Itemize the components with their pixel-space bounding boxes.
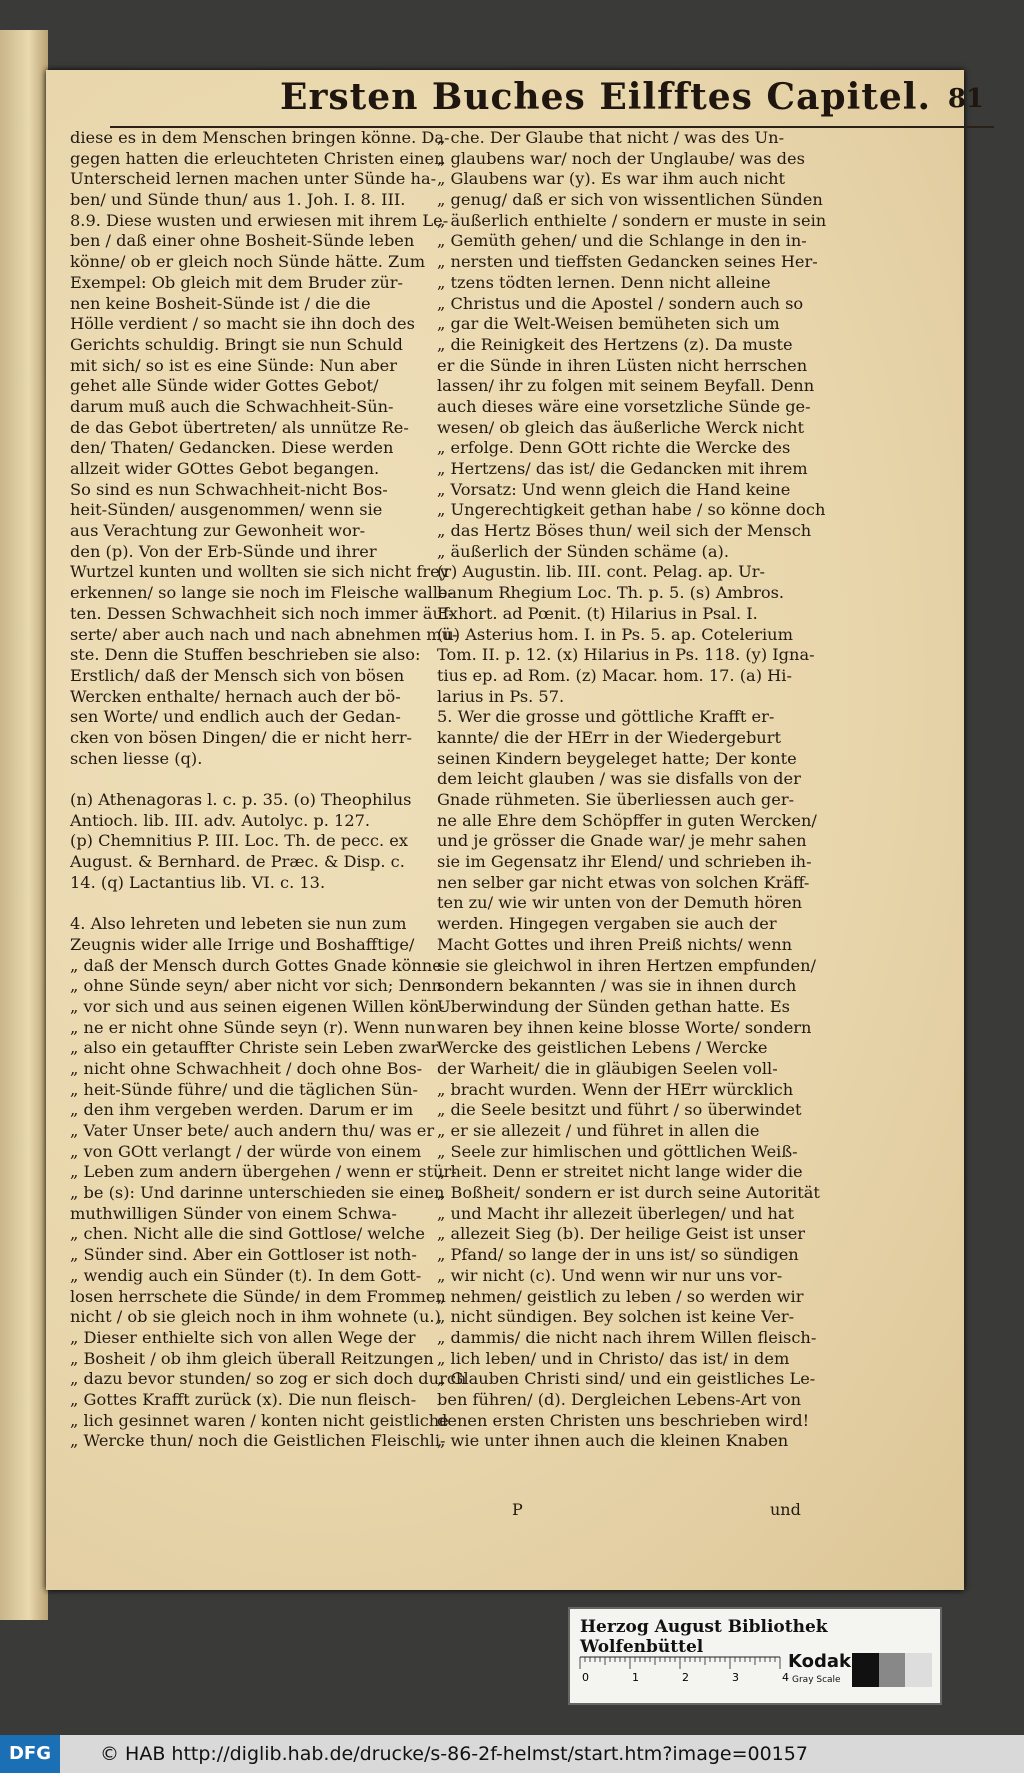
text-line: muthwilligen Sünder von einem Schwa- bbox=[70, 1203, 397, 1223]
text-column-right bbox=[437, 128, 827, 1452]
text-line: kannte/ die der HErr in der Wiedergeburt bbox=[437, 727, 781, 747]
text-line: Wercke des geistlichen Lebens / Wercke bbox=[437, 1038, 768, 1058]
text-line: „ chen. Nicht alle die sind Gottlose/ welche bbox=[70, 1224, 425, 1244]
ruler-number: 1 bbox=[632, 1671, 639, 1684]
text-line: de das Gebot übertreten/ als unnütze Re- bbox=[70, 417, 409, 437]
text-line: diese es in dem Menschen bringen könne. Da- bbox=[70, 128, 450, 147]
text-line: „ nersten und tieffsten Gedancken seines Her- bbox=[437, 252, 818, 272]
text-line: „ nicht sündigen. Bey solchen ist keine Ver- bbox=[437, 1307, 795, 1327]
gray-scale-label: Gray Scale bbox=[792, 1675, 841, 1685]
scale-ruler bbox=[580, 1653, 789, 1684]
text-line: Erstlich/ daß der Mensch sich von bösen bbox=[70, 665, 405, 685]
text-line: den (p). Von der Erb-Sünde und ihrer bbox=[70, 541, 377, 561]
text-line: mit sich/ so ist es eine Sünde: Nun aber bbox=[70, 355, 397, 375]
text-line: „ also ein getauffter Christe sein Leben zwar bbox=[70, 1038, 439, 1058]
left-page-edge bbox=[0, 30, 48, 1620]
text-line: den/ Thaten/ Gedancken. Diese werden bbox=[70, 438, 394, 458]
text-line: „ Sünder sind. Aber ein Gottloser ist noth- bbox=[70, 1245, 417, 1265]
text-line: Gerichts schuldig. Bringt sie nun Schuld bbox=[70, 334, 403, 354]
text-line: lassen/ ihr zu folgen mit seinem Beyfall. Denn bbox=[437, 376, 815, 396]
text-line: „ Gottes Krafft zurück (x). Die nun fleisch- bbox=[70, 1389, 417, 1409]
text-line: erkennen/ so lange sie noch im Fleische walle- bbox=[70, 583, 453, 603]
text-line: ben / daß einer ohne Bosheit-Sünde leben bbox=[70, 231, 415, 251]
text-line: sie im Gegensatz ihr Elend/ und schrieben ih- bbox=[437, 852, 812, 872]
text-line: ben/ und Sünde thun/ aus 1. Joh. I. 8. III. bbox=[70, 190, 406, 210]
library-name: Herzog August Bibliothek Wolfenbüttel bbox=[580, 1617, 828, 1657]
gray-swatches bbox=[852, 1653, 932, 1687]
kodak-brand: Kodak bbox=[788, 1651, 851, 1672]
text-line: darum muß auch die Schwachheit-Sün- bbox=[70, 396, 394, 416]
page-number: 81 bbox=[947, 84, 984, 114]
text-line: „ daß der Mensch durch Gottes Gnade könne bbox=[70, 955, 442, 975]
text-line: „ Wercke thun/ noch die Geistlichen Fleischli- bbox=[70, 1431, 446, 1451]
text-line: „ er sie allezeit / und führet in allen die bbox=[437, 1121, 760, 1140]
text-line: „ Pfand/ so lange der in uns ist/ so sündigen bbox=[437, 1245, 799, 1265]
text-line: ten. Dessen Schwachheit sich noch immer äuf- bbox=[70, 603, 454, 623]
text-line: ste. Denn die Stuffen beschrieben sie also: bbox=[70, 645, 421, 665]
text-line: allzeit wider GOttes Gebot begangen. bbox=[70, 459, 380, 478]
text-line: (n) Athenagoras l. c. p. 35. (o) Theophilus bbox=[70, 790, 412, 809]
text-column-left bbox=[70, 128, 467, 1452]
text-line: nen keine Bosheit-Sünde ist / die die bbox=[70, 293, 371, 313]
text-line: „ wendig auch ein Sünder (t). In dem Gott- bbox=[70, 1265, 422, 1285]
text-line: August. & Bernhard. de Præc. & Disp. c. bbox=[70, 852, 405, 872]
copyright-link[interactable]: © HAB http://diglib.hab.de/drucke/s-86-2f-helmst/start.htm?image=00157 bbox=[100, 1743, 808, 1765]
text-line: „ be (s): Und darinne unterschieden sie einen bbox=[70, 1183, 445, 1203]
text-line: werden. Hingegen vergaben sie auch der bbox=[437, 914, 777, 934]
text-line: tius ep. ad Rom. (z) Macar. hom. 17. (a) Hi- bbox=[437, 665, 792, 685]
text-line: „ Vater Unser bete/ auch andern thu/ was er bbox=[70, 1121, 435, 1140]
text-line: denen ersten Christen uns beschrieben wird! bbox=[437, 1410, 810, 1430]
text-line: „ ne er nicht ohne Sünde seyn (r). Wenn nun bbox=[70, 1017, 436, 1037]
text-line: „ gar die Welt-Weisen bemüheten sich um bbox=[437, 314, 780, 334]
text-line: Tom. II. p. 12. (x) Hilarius in Ps. 118. (y) Igna- bbox=[437, 645, 815, 665]
text-line: gehet alle Sünde wider Gottes Gebot/ bbox=[70, 376, 379, 396]
text-line: Hölle verdient / so macht sie ihn doch des bbox=[70, 314, 415, 334]
text-line: gegen hatten die erleuchteten Christen einen bbox=[70, 148, 445, 168]
text-line: ben führen/ (d). Dergleichen Lebens-Art von bbox=[437, 1389, 802, 1409]
text-line: „ äußerlich der Sünden schäme (a). bbox=[437, 541, 729, 561]
text-line: „ dazu bevor stunden/ so zog er sich doch durch bbox=[70, 1369, 467, 1389]
text-line: „ die Reinigkeit des Hertzens (z). Da muste bbox=[437, 334, 793, 354]
ruler-number: 3 bbox=[732, 1671, 739, 1684]
text-line: ne alle Ehre dem Schöpffer in guten Wercken/ bbox=[437, 810, 817, 830]
text-line: sie sie gleichwol in ihren Hertzen empfunden/ bbox=[437, 955, 816, 975]
text-line: „ Boßheit/ sondern er ist durch seine Autorität bbox=[437, 1183, 820, 1203]
text-line: Wercken enthalte/ hernach auch der bö- bbox=[70, 686, 401, 706]
text-line: könne/ ob er gleich noch Sünde hätte. Zum bbox=[70, 252, 426, 272]
text-line: (r) Augustin. lib. III. cont. Pelag. ap. Ur- bbox=[437, 562, 766, 582]
text-line: „ bracht wurden. Wenn der HErr würcklich bbox=[437, 1079, 794, 1099]
text-line: 14. (q) Lactantius lib. VI. c. 13. bbox=[70, 872, 326, 892]
text-line: „ Bosheit / ob ihm gleich überall Reitzungen bbox=[70, 1348, 434, 1368]
text-line: Unterscheid lernen machen unter Sünde ha- bbox=[70, 169, 437, 189]
text-line: „ vor sich und aus seinen eigenen Willen kön- bbox=[70, 996, 445, 1016]
text-line: 4. Also lehreten und lebeten sie nun zum bbox=[70, 914, 407, 934]
text-line: auch dieses wäre eine vorsetzliche Sünde ge- bbox=[437, 396, 811, 416]
text-line: „ die Seele besitzt und führt / so überwindet bbox=[437, 1100, 802, 1120]
dfg-logo: DFG bbox=[0, 1735, 60, 1773]
text-line: „ che. Der Glaube that nicht / was des Un- bbox=[437, 128, 785, 147]
text-line: Exhort. ad Pœnit. (t) Hilarius in Psal. I. bbox=[437, 603, 758, 623]
text-line: der Warheit/ die in gläubigen Seelen voll- bbox=[437, 1058, 778, 1078]
text-line: „ heit-Sünde führe/ und die täglichen Sün- bbox=[70, 1079, 419, 1099]
text-line: aus Verachtung zur Gewonheit wor- bbox=[70, 521, 366, 541]
text-line: Wurtzel kunten und wollten sie sich nicht frey bbox=[70, 562, 449, 582]
text-line: nicht / ob sie gleich noch in ihm wohnete (u.) bbox=[70, 1307, 441, 1327]
text-line: „ lich leben/ und in Christo/ das ist/ in dem bbox=[437, 1348, 790, 1368]
text-line: „ dammis/ die nicht nach ihrem Willen fleisch- bbox=[437, 1327, 817, 1347]
text-line: 8.9. Diese wusten und erwiesen mit ihrem Le- bbox=[70, 210, 449, 230]
text-line: „ allezeit Sieg (b). Der heilige Geist ist unser bbox=[437, 1224, 806, 1244]
viewer-footer bbox=[0, 1735, 1024, 1773]
text-line: „ wie unter ihnen auch die kleinen Knaben bbox=[437, 1431, 789, 1451]
text-line: „ nehmen/ geistlich zu leben / so werden wir bbox=[437, 1286, 804, 1306]
text-line: cken von bösen Dingen/ die er nicht herr- bbox=[70, 727, 413, 747]
text-line: wesen/ ob gleich das äußerliche Werck nicht bbox=[437, 417, 805, 437]
text-line: sen Worte/ und endlich auch der Gedan- bbox=[70, 707, 401, 727]
text-line: Gnade rühmeten. Sie überliessen auch ger- bbox=[437, 790, 795, 809]
ruler-number: 2 bbox=[682, 1671, 689, 1684]
text-line: schen liesse (q). bbox=[70, 748, 203, 768]
text-line: serte/ aber auch nach und nach abnehmen mü- bbox=[70, 624, 458, 644]
text-line: ten zu/ wie wir unten von der Demuth hören bbox=[437, 893, 803, 913]
text-line: nen selber gar nicht etwas von solchen Kräff- bbox=[437, 872, 810, 892]
text-line: dem leicht glauben / was sie disfalls von der bbox=[437, 769, 801, 789]
text-line bbox=[70, 769, 430, 790]
text-line: „ Christus und die Apostel / sondern auch so bbox=[437, 293, 804, 313]
text-line: „ glaubens war/ noch der Unglaube/ was des bbox=[437, 148, 805, 168]
text-line: „ ohne Sünde seyn/ aber nicht vor sich; Denn bbox=[70, 976, 442, 996]
text-line: „ genug/ daß er sich von wissentlichen Sünden bbox=[437, 190, 823, 210]
text-line: er die Sünde in ihren Lüsten nicht herrschen bbox=[437, 355, 808, 375]
text-line: „ tzens tödten lernen. Denn nicht alleine bbox=[437, 272, 771, 292]
text-line: So sind es nun Schwachheit-nicht Bos- bbox=[70, 479, 388, 499]
text-line: Macht Gottes und ihren Preiß nichts/ wenn bbox=[437, 934, 793, 954]
text-line: „ Hertzens/ das ist/ die Gedancken mit ihrem bbox=[437, 459, 808, 478]
text-line: „ wir nicht (c). Und wenn wir nur uns vor- bbox=[437, 1265, 783, 1285]
text-line: „ heit. Denn er streitet nicht lange wider die bbox=[437, 1162, 803, 1182]
running-header bbox=[110, 76, 994, 128]
text-line: „ und Macht ihr allezeit überlegen/ und hat bbox=[437, 1203, 795, 1223]
text-line: seinen Kindern beygeleget hatte; Der konte bbox=[437, 748, 797, 768]
text-line: „ Leben zum andern übergehen / wenn er stür- bbox=[70, 1162, 457, 1182]
text-line: waren bey ihnen keine blosse Worte/ sondern bbox=[437, 1017, 812, 1037]
text-line: 5. Wer die grosse und göttliche Krafft er- bbox=[437, 707, 775, 727]
text-line: Zeugnis wider alle Irrige und Boshafftige/ bbox=[70, 934, 415, 954]
text-line: sondern bekannten / was sie in ihnen durch bbox=[437, 976, 797, 996]
text-line: Exempel: Ob gleich mit dem Bruder zür- bbox=[70, 272, 403, 292]
library-color-card bbox=[568, 1607, 942, 1705]
text-line: „ Ungerechtigkeit gethan habe / so könne doch bbox=[437, 500, 826, 520]
ruler-number: 4 bbox=[782, 1671, 789, 1684]
text-line: Uberwindung der Sünden gethan hatte. Es bbox=[437, 996, 790, 1016]
text-line: Antioch. lib. III. adv. Autolyc. p. 127. bbox=[70, 810, 371, 830]
page-header-title: Ersten Buches Eilfftes Capitel. bbox=[280, 76, 931, 118]
text-line: „ äußerlich enthielte / sondern er muste in sein bbox=[437, 210, 827, 230]
text-line: losen herrschete die Sünde/ in dem Frommen bbox=[70, 1286, 446, 1306]
text-line: und je grösser die Gnade war/ je mehr sahen bbox=[437, 831, 807, 851]
text-line: „ Gemüth gehen/ und die Schlange in den in- bbox=[437, 231, 807, 251]
text-line: (p) Chemnitius P. III. Loc. Th. de pecc. ex bbox=[70, 831, 408, 851]
text-line: „ Glauben Christi sind/ und ein geistliches Le- bbox=[437, 1369, 816, 1389]
text-line: (u) Asterius hom. I. in Ps. 5. ap. Cotelerium bbox=[437, 624, 793, 644]
text-line: „ Glaubens war (y). Es war ihm auch nicht bbox=[437, 169, 786, 189]
ruler-number: 0 bbox=[582, 1671, 589, 1684]
text-line: „ erfolge. Denn GOtt richte die Wercke des bbox=[437, 438, 791, 458]
text-line: banum Rhegium Loc. Th. p. 5. (s) Ambros. bbox=[437, 583, 785, 603]
text-line: „ nicht ohne Schwachheit / doch ohne Bos- bbox=[70, 1058, 423, 1078]
text-line: larius in Ps. 57. bbox=[437, 686, 565, 706]
text-line: „ Dieser enthielte sich von allen Wege der bbox=[70, 1327, 416, 1347]
text-line: „ Vorsatz: Und wenn gleich die Hand keine bbox=[437, 479, 791, 499]
text-line: heit-Sünden/ ausgenommen/ wenn sie bbox=[70, 500, 383, 520]
text-line: „ Seele zur himlischen und göttlichen Weiß- bbox=[437, 1141, 798, 1161]
text-line: „ von GOtt verlangt / der würde von einem bbox=[70, 1141, 422, 1161]
signature-mark: P bbox=[512, 1500, 523, 1519]
text-line bbox=[70, 893, 430, 914]
text-line: „ den ihm vergeben werden. Darum er im bbox=[70, 1100, 414, 1120]
catchword: und bbox=[770, 1500, 801, 1519]
text-line: „ das Hertz Böses thun/ weil sich der Mensch bbox=[437, 521, 812, 541]
text-line: „ lich gesinnet waren / konten nicht geistliche bbox=[70, 1410, 449, 1430]
